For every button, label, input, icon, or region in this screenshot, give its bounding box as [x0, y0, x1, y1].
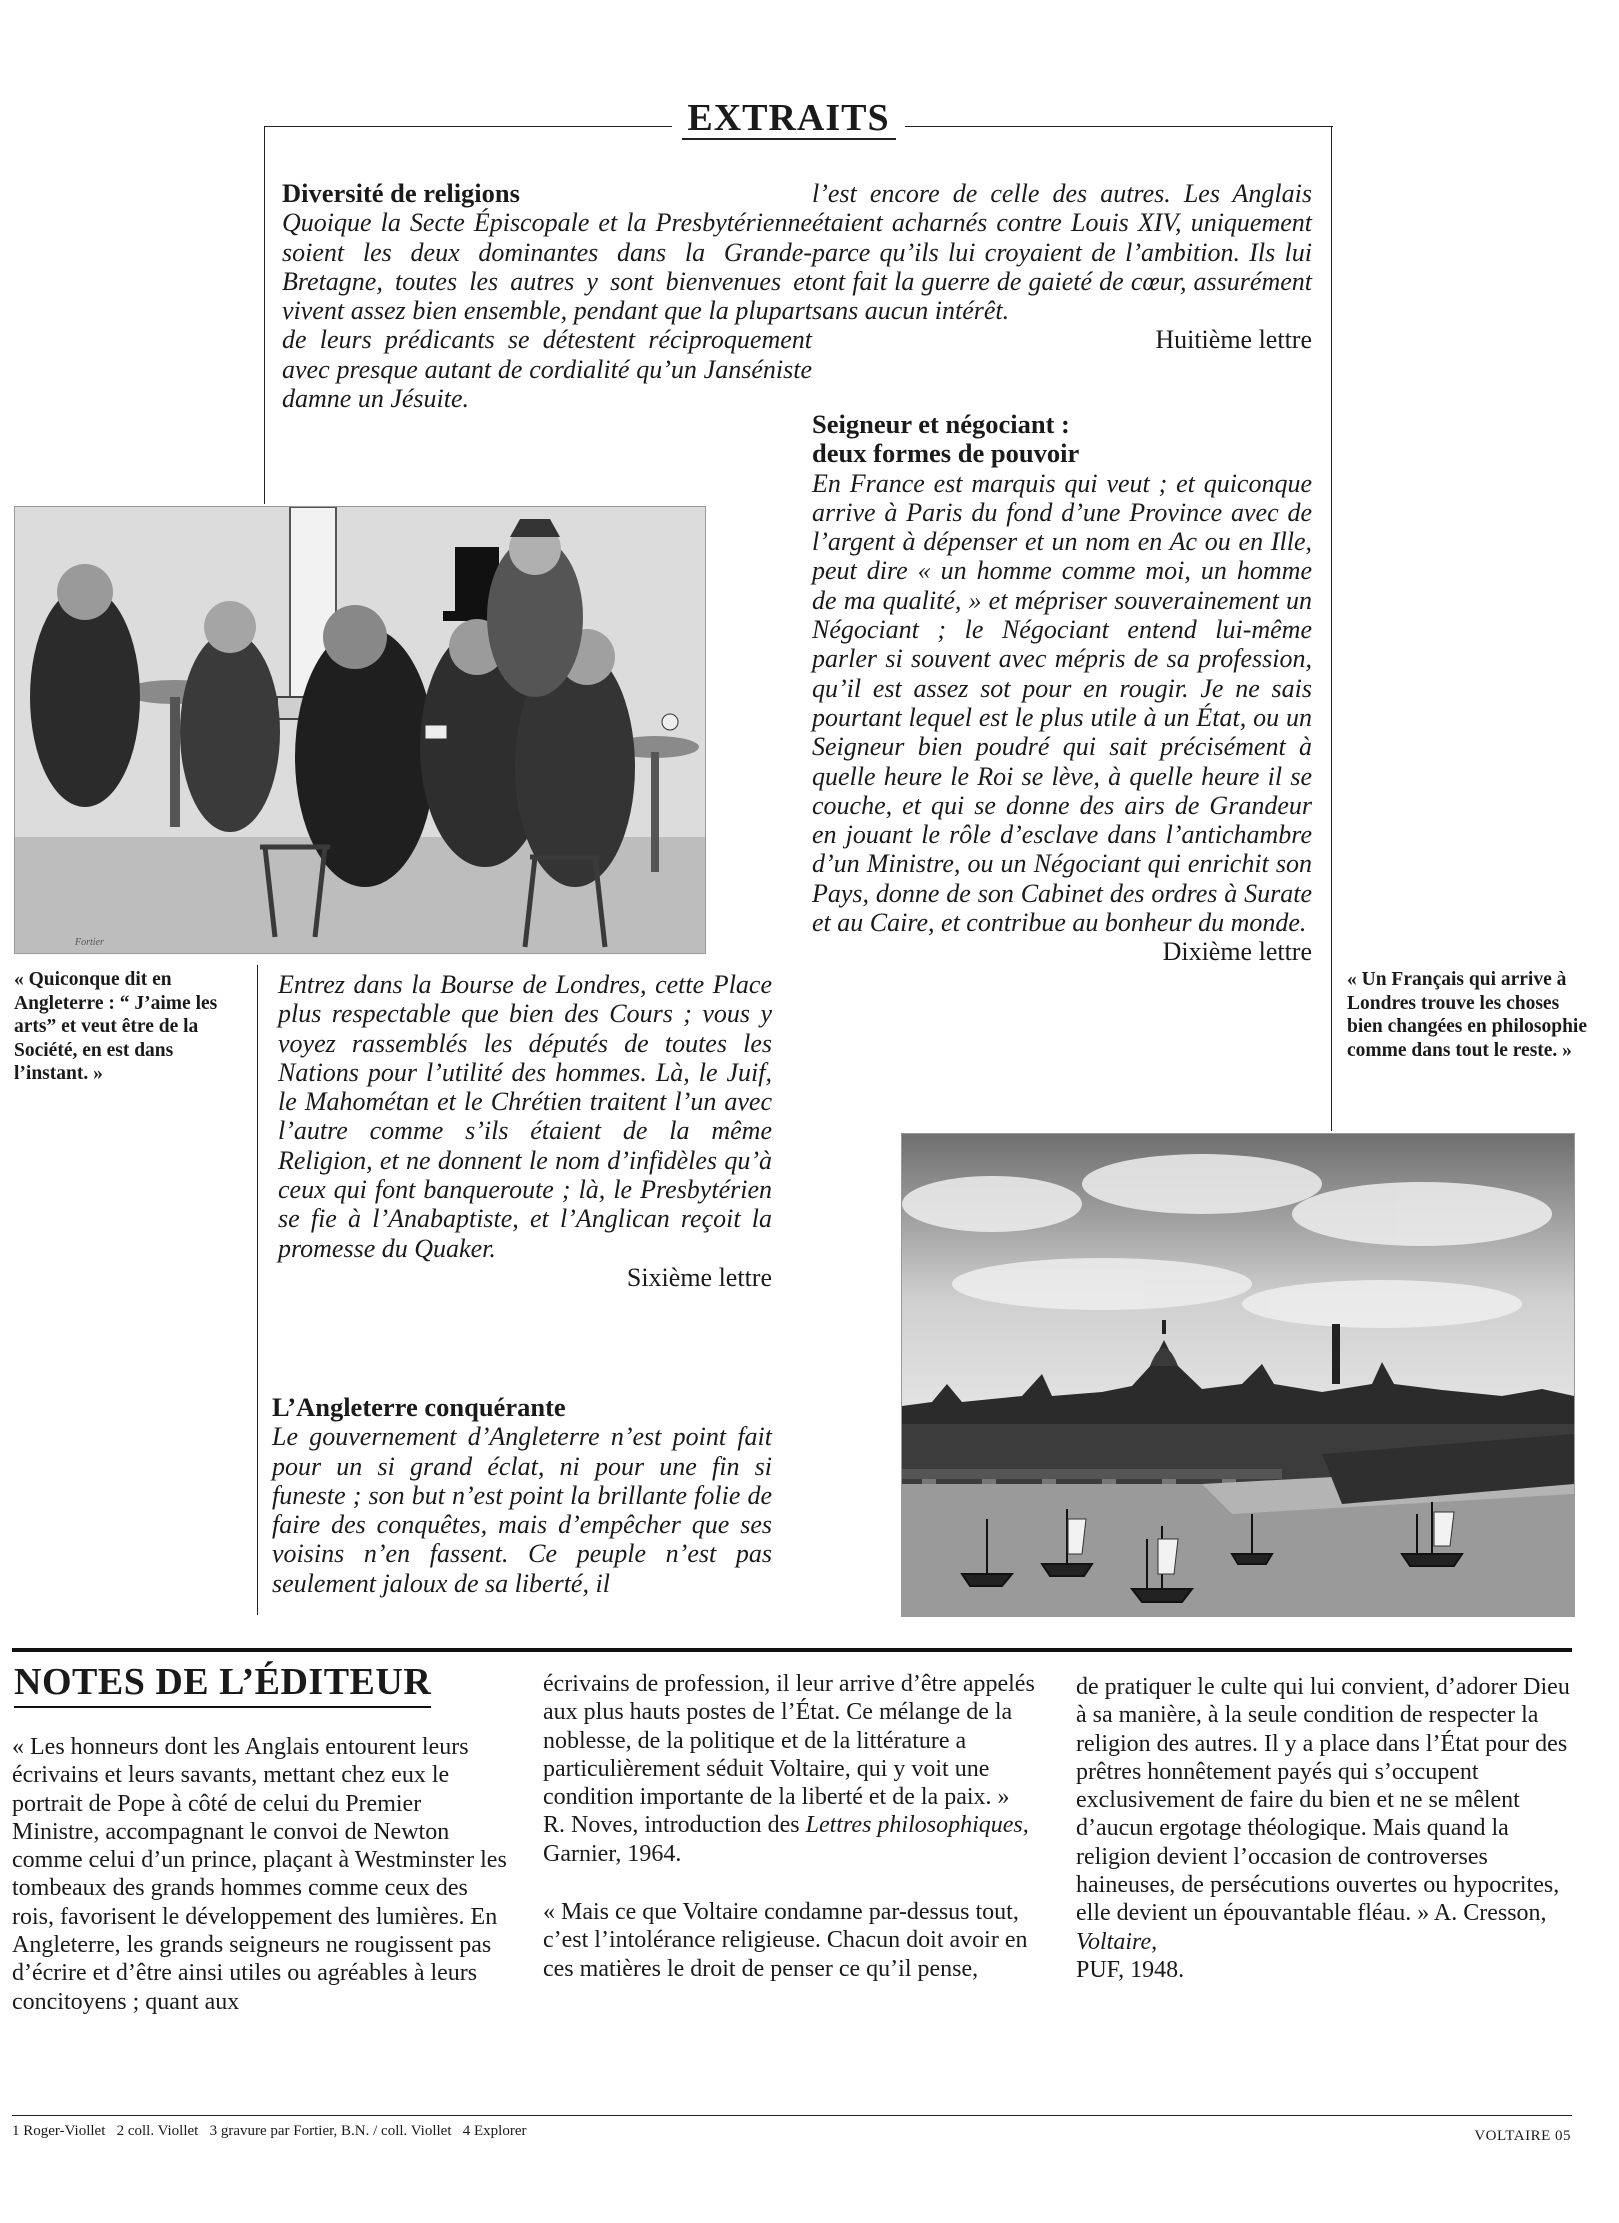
notes-column-2	[543, 1670, 1043, 1983]
extrait-signature: Huitième lettre	[1155, 325, 1312, 355]
engraver-signature: Fortier	[75, 937, 104, 948]
reference-publisher: PUF, 1948.	[1076, 1956, 1185, 1983]
extrait-text: Le gouvernement d’Angleterre n’est point fait pour un si grand éclat, ni pour une fin si funeste ; son but n’est point la brillante folie de faire des conquêtes, mais d’empêcher que ses voisins n’en fassent. Ce peuple n’est pas seulement jaloux de sa liberté, il	[272, 1422, 772, 1598]
extrait-conquerante	[272, 1393, 772, 1598]
extrait-bourse	[278, 970, 772, 1292]
coffeehouse-engraving	[14, 506, 706, 954]
extrait-seigneur	[812, 410, 1312, 967]
footer-rule	[12, 2115, 1572, 2116]
frame-right-rule	[1331, 126, 1332, 1131]
reference-publisher: Garnier, 1964.	[543, 1840, 682, 1867]
extrait-signature: Sixième lettre	[626, 1262, 772, 1292]
notes-title: NOTES DE L’ÉDITEUR	[14, 1660, 431, 1708]
extrait-heading-line1: Seigneur et négociant :	[812, 409, 1070, 439]
extrait-heading: Diversité de religions	[282, 178, 520, 208]
extrait-signature: Dixième lettre	[1162, 937, 1312, 967]
frame-left-rule	[264, 126, 265, 504]
extrait-heading: L’Angleterre conquérante	[272, 1392, 566, 1422]
caption-left: « Quiconque dit en Angleterre : “ J’aime les arts” et veut être de la Société, en est dans l’instant. »	[14, 969, 218, 1084]
section-title-underline	[682, 138, 896, 140]
section-title: EXTRAITS	[687, 97, 890, 139]
notes-column-3	[1076, 1673, 1576, 1984]
notes-paragraph: « Les honneurs dont les Anglais entourent leurs écrivains et leurs savants, mettant chez eux le portrait de Pope à côté de celui du Premier Ministre, accompagnant le convoi de Newton comme celui d’un prince, plaçant à Westminster les tombeaux des grands hommes comme ceux des rois, favorisent le développement des lumières. En Angleterre, les grands seigneurs ne rougissent pas d’écrire et d’être ainsi utiles ou agréables à leurs concitoyens ; quant aux	[12, 1734, 507, 2015]
notes-text: de pratiquer le culte qui lui convient, d’adorer Dieu à sa manière, à la seule condition de respecter la religion des autres. Il y a place dans l’État pour des prêtres honnêtement payés qui s’occupent exclusivement de faire du bien et ne se mêlent d’aucun ergotage théologique. Mais quand la religion devient l’occasion de controverses haineuses, de persécutions ouvertes ou hypocrites, elle devient un épouvantable fléau. » A. Cresson,	[1076, 1674, 1570, 1927]
notes-top-rule	[12, 1648, 1572, 1652]
reference-title: Voltaire,	[1076, 1928, 1158, 1955]
notes-paragraph	[1076, 1673, 1576, 1984]
london-panorama-drawing	[902, 1134, 1574, 1616]
london-panorama-engraving	[901, 1133, 1575, 1617]
coffeehouse-engraving-drawing	[15, 507, 705, 953]
extrait-text: Quoique la Secte Épiscopale et la Presbytérienne soient les deux dominantes dans la Grande-Bretagne, toutes les autres y sont bienvenues et vivent assez bien ensemble, pendant que la plupart de leurs prédicants se détestent réciproquement avec presque autant de cordialité qu’un Janséniste damne un Jésuite.	[282, 208, 812, 414]
reference-title: Lettres philosophiques,	[805, 1812, 1029, 1839]
notes-paragraph: écrivains de profession, il leur arrive d’être appelés aux plus hauts postes de l’État. Ce mélange de la noblesse, de la politique et de la littérature a particulièrement séduit Voltaire, qui y voit une condition importante de la liberté et de la paix. »	[543, 1671, 1035, 1811]
frame-left-lower-rule	[257, 965, 258, 1615]
page-number: VOLTAIRE 05	[1474, 2128, 1571, 2144]
frame-top-left-rule	[264, 126, 672, 127]
photo-credits: 1 Roger-Viollet 2 coll. Viollet 3 gravure par Fortier, B.N. / coll. Viollet 4 Explorer	[12, 2123, 527, 2139]
extrait-conquerante-suite	[812, 179, 1312, 355]
reference-author: R. Noves, introduction des	[543, 1812, 806, 1839]
extrait-text: En France est marquis qui veut ; et quiconque arrive à Paris du fond d’une Province avec de l’argent à dépenser et un nom en Ac ou en Ille, peut dire « un homme comme moi, un homme de ma qualité, » et mépriser souverainement un Négociant ; le Négociant entend lui-même parler si souvent avec mépris de sa profession, qu’il est assez sot pour en rougir. Je ne sais pourtant lequel est le plus utile à un État, ou un Seigneur bien poudré qui sait précisément à quelle heure le Roi se lève, à quelle heure il se couche, et qui se donne des airs de Grandeur en jouant le rôle d’esclave dans l’antichambre d’un Ministre, ou un Négociant qui enrichit son Pays, donne de son Cabinet des ordres à Surate et au Caire, et contribue au bonheur du monde.	[812, 468, 1312, 938]
notes-paragraph: « Mais ce que Voltaire condamne par-dessus tout, c’est l’intolérance religieuse. Chacun doit avoir en ces matières le droit de penser ce qu’il pense,	[543, 1899, 1028, 1982]
frame-top-right-rule	[905, 126, 1333, 127]
extrait-text: Entrez dans la Bourse de Londres, cette Place plus respectable que bien des Cours ; vous y voyez rassemblés les députés de toutes les Nations pour l’utilité des hommes. Là, le Juif, le Mahométan et le Chrétien traitent l’un avec l’autre comme s’ils étaient de la même Religion, et ne donnent le nom d’infidèles qu’à ceux qui font banqueroute ; là, le Presbytérien se fie à l’Anabaptiste, et l’Anglican reçoit la promesse du Quaker.	[278, 970, 772, 1263]
caption-right: « Un Français qui arrive à Londres trouve les choses bien changées en philosophie comme dans tout le reste. »	[1347, 969, 1588, 1061]
notes-reference	[543, 1811, 1043, 1868]
notes-column-1	[12, 1733, 512, 2016]
extrait-heading-line2: deux formes de pouvoir	[812, 438, 1080, 469]
extrait-diversite	[282, 179, 812, 413]
extrait-text: l’est encore de celle des autres. Les Anglais étaient acharnés contre Louis XIV, uniquement parce qu’ils lui croyaient de l’ambition. Ils lui ont fait la guerre de gaieté de cœur, assurément sans aucun intérêt.	[812, 179, 1312, 326]
